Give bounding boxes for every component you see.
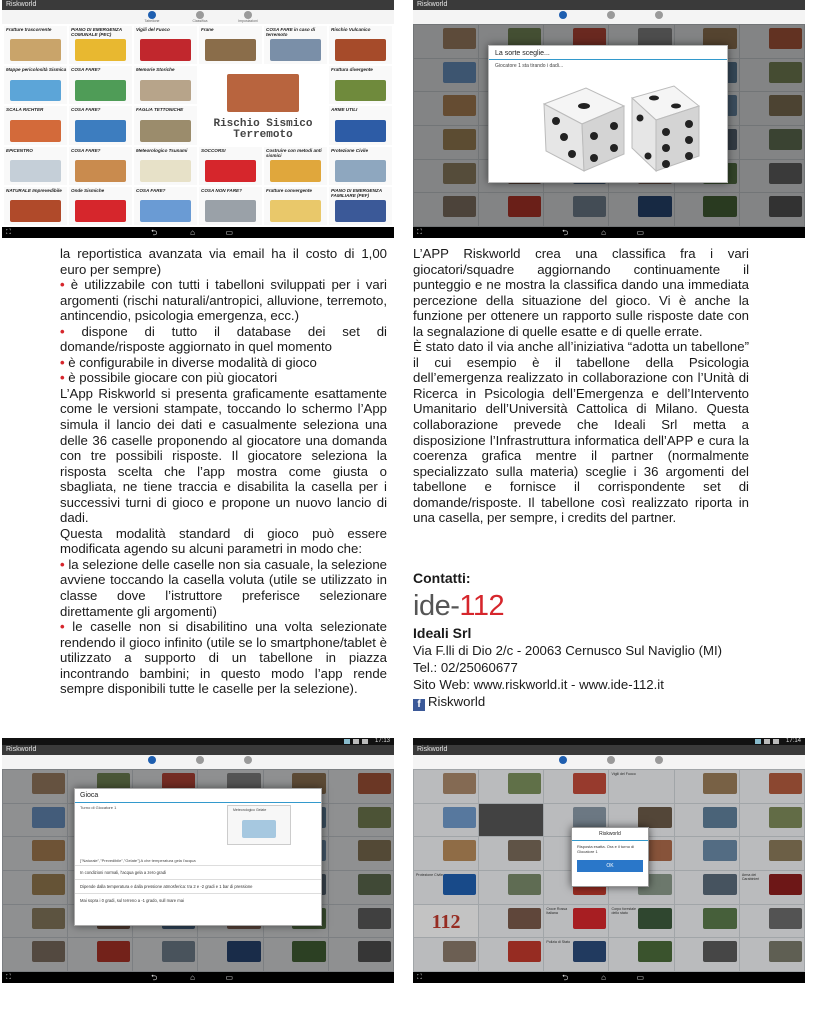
collage-tile: FAGLIA TETTONICHE — [134, 106, 197, 144]
tab-tabellone[interactable]: Tabellone — [122, 11, 182, 23]
board-cell[interactable]: Croce Rossa Italiana — [544, 905, 608, 938]
collage-tile: Fratture trascorrente — [4, 26, 67, 64]
tab-impostazioni[interactable] — [629, 756, 689, 764]
board-cell[interactable]: Arma dei Carabinieri — [740, 871, 804, 904]
board-cell[interactable] — [329, 770, 393, 803]
board-cell[interactable] — [740, 905, 804, 938]
answer-option[interactable]: In condizioni normali, l'acqua gela a zero gradi — [75, 865, 321, 879]
recent-apps-icon[interactable]: ▭ — [225, 973, 233, 982]
collage-tile: Meteorologico Tsunami — [134, 147, 197, 185]
app-bar — [2, 745, 394, 755]
app-title: Riskworld — [6, 746, 37, 753]
facebook-icon: f — [413, 699, 425, 711]
bullet-icon: • — [60, 619, 65, 635]
board-cell[interactable] — [3, 770, 67, 803]
board-cell[interactable] — [329, 938, 393, 971]
app-bar — [413, 745, 805, 755]
collage-tile: COSA FARE? — [69, 66, 132, 104]
paragraph: L’App Riskworld si presenta graficamente esattamente come le versioni stampate, toccando lo schermo l’App simula il lancio dei dati e casualmente seleziona una delle 36 caselle proponendo al giocatore una domanda con tre possibili risposte. Il giocatore seleziona la risposta scelta che l’app mostra come giusta o sbagliata, ne tiene traccia e disabilita la casella per i successivi turni di gioco e propone un nuovo lancio di dadi. — [60, 385, 387, 526]
phone: Tel.: 02/25060677 — [413, 660, 518, 675]
recent-apps-icon[interactable]: ▭ — [636, 228, 644, 237]
collage-tile: COSA FARE in caso di terremoto — [264, 26, 327, 64]
board-cell[interactable] — [479, 770, 543, 803]
tab-classifica[interactable]: Classifica — [170, 11, 230, 23]
collage-tile: ARME UTILI — [329, 106, 392, 144]
board-cell[interactable] — [3, 871, 67, 904]
board-cell[interactable] — [3, 938, 67, 971]
address: Via F.lli di Dio 2/c - 20063 Cernusco Sul Naviglio (MI) — [413, 643, 723, 658]
system-icons — [755, 739, 779, 744]
bullet-icon: • — [60, 277, 65, 293]
android-navbar — [2, 972, 394, 983]
screenshot-dice — [413, 0, 805, 238]
bullet-item: • la selezione delle caselle non sia casuale, la selezione avviene toccando la casella voluta (utile se utilizzato in classe dove l’istruttore preferisce selezionare direttamente gli argomenti) — [60, 556, 387, 619]
home-icon[interactable]: ⌂ — [601, 228, 606, 237]
collage-tile: Costruire con metodi anti sismici — [264, 147, 327, 185]
dialog-subtitle: Giocatore 1 sta tirando i dadi... — [495, 63, 564, 69]
board-cell[interactable] — [479, 938, 543, 971]
board-cell[interactable] — [740, 92, 804, 125]
answer-option[interactable]: Dipende dalla temperatura e dalla pressione atmosferica: tra 2 e -2 gradi e 1 bar di pressione — [75, 879, 321, 893]
app-title: Riskworld — [417, 1, 448, 8]
board-cell[interactable] — [414, 938, 478, 971]
bullet-icon: • — [60, 354, 65, 370]
tab-bar[interactable] — [413, 755, 805, 770]
board-cell[interactable] — [675, 804, 739, 837]
board-cell[interactable]: Protezione Civile — [414, 871, 478, 904]
status-bar — [2, 738, 394, 745]
expand-icon[interactable]: ⛶ — [417, 974, 422, 981]
bullet-item: • è configurabile in diverse modalità di gioco — [60, 354, 317, 370]
screenshot-answer — [413, 738, 805, 983]
collage-tile: COSA FARE? — [134, 187, 197, 225]
collage-tile: SCALA RICHTER — [4, 106, 67, 144]
board-cell[interactable] — [609, 938, 673, 971]
tab-bar[interactable] — [2, 755, 394, 770]
facebook-link[interactable]: f Riskworld — [413, 693, 793, 711]
board-cell[interactable] — [329, 804, 393, 837]
android-navbar — [2, 227, 394, 238]
bullet-item: • è possibile giocare con più giocatori — [60, 370, 278, 386]
board-cell[interactable] — [544, 770, 608, 803]
collage-board — [2, 24, 394, 227]
screenshot-collage — [2, 0, 394, 238]
board-cell[interactable] — [414, 160, 478, 193]
board-cell[interactable] — [414, 126, 478, 159]
die-right — [632, 86, 699, 171]
collage-tile: NATURALE Imprevedibile — [4, 187, 67, 225]
paragraph: Questa modalità standard di gioco può essere modificata agendo su alcuni parametri in modo che: — [60, 525, 387, 557]
back-icon[interactable]: ⮌ — [150, 228, 158, 237]
screenshot-quiz — [2, 738, 394, 983]
expand-icon[interactable]: ⛶ — [6, 229, 11, 236]
android-navbar — [413, 972, 805, 983]
board-cell[interactable] — [740, 770, 804, 803]
board-cell[interactable] — [414, 25, 478, 58]
board-cell[interactable] — [414, 804, 478, 837]
board-cell[interactable] — [740, 938, 804, 971]
board-cell[interactable] — [329, 905, 393, 938]
collage-tile: Onde Sismiche — [69, 187, 132, 225]
board-cell[interactable] — [414, 59, 478, 92]
board-cell[interactable] — [329, 837, 393, 870]
board-cell[interactable] — [414, 193, 478, 226]
answer-option[interactable]: Mai sopra i 0 gradi, sul terreno a -1 grado, sull mare mai — [75, 893, 321, 907]
website-links[interactable]: Sito Web: www.riskworld.it - www.ide-112.it — [413, 677, 664, 692]
board-cell[interactable] — [740, 804, 804, 837]
board-cell[interactable] — [479, 193, 543, 226]
turn-label: Turno di Giocatore 1 — [80, 805, 117, 810]
dice-dialog — [488, 45, 728, 183]
back-icon[interactable]: ⮌ — [561, 228, 569, 237]
paragraph: È stato dato il via anche all’iniziativa “adotta un tabellone” il cui esempio è il tabellone della Psicologia dell’emergenza realizzato in collaborazione con l’Unità di Ricerca in Psicologia dell’Emergenza e dell’Intervento Umanitario dell’Università Cattolica di Milano. Questa collaborazione prevede che Ideali Srl metta a disposizione l’Infrastruttura informatica dell’APP e cura la coerenza grafica mentre il partner (normalmente specializzato sulla materia) sceglie i 36 argomenti del tabellone e fornisce il corrispondente set di domande/risposte. Il tabellone così realizzato riporta in una casella, per sempre, i credits del partner. — [413, 339, 749, 526]
home-icon[interactable]: ⌂ — [601, 973, 606, 982]
board-cell[interactable] — [329, 871, 393, 904]
paragraph: la reportistica avanzata via email ha il costo di 1,00 euro per sempre) — [60, 246, 387, 277]
clock: 17:14 — [785, 738, 801, 744]
collage-tile: SOCCORSI — [199, 147, 262, 185]
collage-tile: COSA NON FARE? — [199, 187, 262, 225]
company-name: Ideali Srl — [413, 625, 472, 641]
collage-tile: Vigili del Fuoco — [134, 26, 197, 64]
collage-tile: PIANO DI EMERGENZA FAMILIARE (PEF) — [329, 187, 392, 225]
tab-impostazioni[interactable]: Impostazioni — [218, 11, 278, 23]
back-icon[interactable]: ⮌ — [150, 973, 158, 982]
board-cell[interactable] — [740, 126, 804, 159]
board-cell[interactable] — [740, 25, 804, 58]
collage-tile: Frattura divergente — [329, 66, 392, 104]
recent-apps-icon[interactable]: ▭ — [636, 973, 644, 982]
collage-tile: Mappe pericolosità Sismica — [4, 66, 67, 104]
recent-apps-icon[interactable]: ▭ — [225, 228, 233, 237]
board-cell[interactable] — [740, 160, 804, 193]
question-thumbnail: Meteorologico Gelate — [227, 805, 291, 845]
board-cell[interactable] — [740, 59, 804, 92]
collage-tile: EPICENTRO — [4, 147, 67, 185]
article-left-column — [60, 246, 387, 697]
board-cell[interactable] — [609, 193, 673, 226]
answer-dialog — [571, 827, 649, 887]
board-cell[interactable] — [414, 770, 478, 803]
board-cell[interactable]: Vigili del Fuoco — [609, 770, 673, 803]
board-cell[interactable]: Polizia di Stato — [544, 938, 608, 971]
app-title: Riskworld — [417, 746, 448, 753]
board-cell[interactable] — [544, 193, 608, 226]
home-icon[interactable]: ⌂ — [190, 228, 195, 237]
dialog-title: Gioca — [75, 789, 321, 803]
bullet-icon: • — [60, 323, 65, 339]
board-cell[interactable] — [68, 938, 132, 971]
board-cell[interactable] — [3, 905, 67, 938]
bullet-item: • è utilizzabile con tutti i tabelloni sviluppati per i vari argomenti (rischi naturali/antropici, alluvione, terremoto, antincendio, psicologia emergenza, ecc.) — [60, 277, 387, 324]
board-cell[interactable] — [675, 837, 739, 870]
system-icons — [344, 739, 368, 744]
android-navbar — [413, 227, 805, 238]
board-cell[interactable] — [133, 938, 197, 971]
dialog-message: Risposta esatta. Ora e il turno di Giocatore 1 — [577, 844, 635, 854]
board-cell-112[interactable]: 112 — [414, 905, 478, 938]
board-cell[interactable] — [3, 837, 67, 870]
contacts-block — [413, 570, 793, 711]
board-cell[interactable] — [264, 938, 328, 971]
ide-112-logo: ide-112 — [413, 590, 505, 622]
collage-tile: Protezione Civile — [329, 147, 392, 185]
app-title: Riskworld — [6, 1, 37, 8]
ok-button[interactable]: OK — [577, 860, 643, 872]
tab-bar[interactable] — [2, 10, 394, 25]
board-cell[interactable] — [414, 837, 478, 870]
question-text: ["Naturale","Prevedibile","Gelate"] A che temperatura gela l'acqua — [80, 858, 196, 863]
collage-tile: Frane — [199, 26, 262, 64]
quiz-dialog — [74, 788, 322, 926]
board-cell[interactable] — [198, 938, 262, 971]
collage-tile: COSA FARE? — [69, 106, 132, 144]
status-bar — [413, 738, 805, 745]
collage-center: Rischio Sismico Terremoto — [199, 66, 327, 144]
tab-impostazioni[interactable] — [629, 11, 689, 19]
contacts-heading: Contatti: — [413, 570, 471, 586]
board-cell[interactable] — [3, 804, 67, 837]
board-cell[interactable] — [479, 905, 543, 938]
clock: 17:13 — [374, 738, 390, 744]
back-icon[interactable]: ⮌ — [561, 973, 569, 982]
article-right-column — [413, 246, 749, 526]
collage-tile: Rischio Vulcanico — [329, 26, 392, 64]
collage-tile: COSA FARE? — [69, 147, 132, 185]
board-cell[interactable] — [740, 837, 804, 870]
dice-icon — [524, 76, 704, 176]
die-left — [544, 88, 624, 171]
paragraph: L’APP Riskworld crea una classifica fra i vari giocatori/squadre aggiornando continuamente il punteggio e ne mostra la classifica dando una immediata percezione della situazione del gioco. Vi è anche la funzione per ottenere un rapporto sulle risposte date con la segnalazione di quelle esatte e di quelle errate. — [413, 246, 749, 339]
board-cell[interactable] — [675, 938, 739, 971]
expand-icon[interactable]: ⛶ — [417, 229, 422, 236]
board-cell[interactable] — [740, 193, 804, 226]
board-cell[interactable] — [675, 193, 739, 226]
bullet-icon: • — [60, 556, 65, 572]
app-bar — [2, 0, 394, 10]
board-cell[interactable] — [479, 871, 543, 904]
board-cell[interactable] — [675, 905, 739, 938]
bullet-icon: • — [60, 370, 65, 386]
bullet-item: • dispone di tutto il database dei set di domande/risposte aggiornato in quel momento — [60, 323, 387, 355]
board-cell[interactable]: Corpo forestale dello stato — [609, 905, 673, 938]
tab-bar[interactable] — [413, 10, 805, 25]
dialog-title: Riskworld — [572, 828, 648, 841]
board-cell[interactable] — [414, 92, 478, 125]
dialog-title: La sorte sceglie... — [489, 46, 727, 60]
collage-tile: PIANO DI EMERGENZA COMUNALE (PEC) — [69, 26, 132, 64]
board-cell[interactable] — [675, 770, 739, 803]
home-icon[interactable]: ⌂ — [190, 973, 195, 982]
app-bar — [413, 0, 805, 10]
board-cell[interactable] — [675, 871, 739, 904]
tab-impostazioni[interactable] — [218, 756, 278, 764]
collage-tile: Memorie Storiche — [134, 66, 197, 104]
board-cell[interactable] — [479, 804, 543, 837]
bullet-item: • le caselle non si disabilitino una volta selezionate rendendo il gioco infinito (utile se lo smartphone/tablet è utilizzato a supporto di un tabellone in piazza incontrando bambini; in questo modo l’app rende sempre disponibili tutte le caselle per la selezione). — [60, 619, 387, 697]
board-cell[interactable] — [479, 837, 543, 870]
expand-icon[interactable]: ⛶ — [6, 974, 11, 981]
collage-tile: Fratture convergente — [264, 187, 327, 225]
